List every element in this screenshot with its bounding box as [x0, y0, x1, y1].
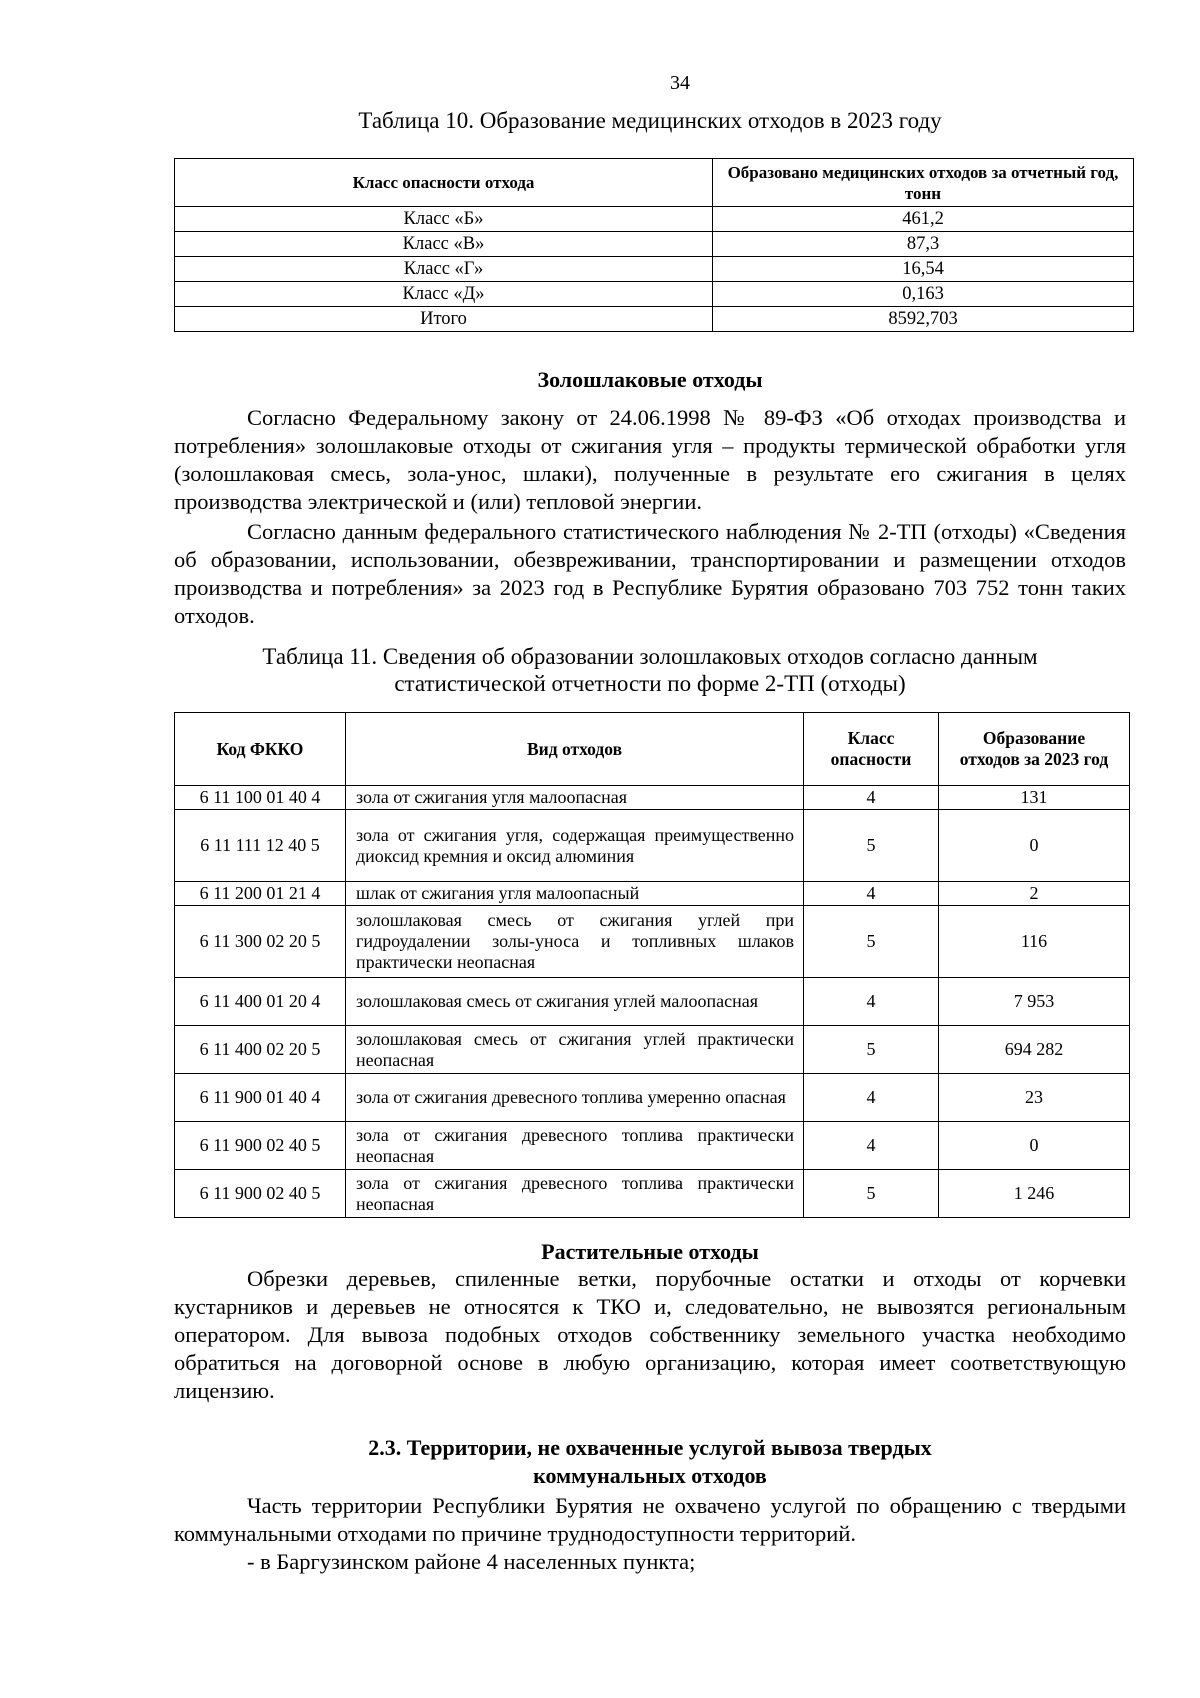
column-header: Образовано медицинских отходов за отчетный год, тонн: [713, 159, 1134, 207]
amount-cell: 1 246: [939, 1170, 1130, 1218]
table-10-caption: Таблица 10. Образование медицинских отходов в 2023 году: [358, 108, 942, 133]
paragraph: Согласно Федеральному закону от 24.06.1998 № 89-ФЗ «Об отходах производства и потребления» золошлаковые отходы от сжигания угля – продукты термической обработки угля (золошлаковая смесь, зола-унос, шлаки), полученные в результате его сжигания в целях производства электрической и (или) тепловой энергии.: [174, 405, 1126, 514]
list-item: - в Баргузинском районе 4 населенных пункта;: [247, 1549, 696, 1574]
table-row: [175, 207, 1134, 232]
table-row: [175, 906, 1130, 978]
table-row: [175, 1170, 1130, 1218]
amount-cell: 694 282: [939, 1026, 1130, 1074]
table-row: [175, 978, 1130, 1026]
waste-type-cell: золошлаковая смесь от сжигания углей при гидроудалении золы-уноса и топливных шлаков практически неопасная: [346, 906, 804, 978]
column-header: Класс опасности: [804, 713, 939, 786]
table-row: [175, 786, 1130, 810]
column-header: Класс опасности отхода: [175, 159, 713, 207]
medical-waste-table: [174, 158, 1134, 332]
fkko-code-cell: 6 11 900 02 40 5: [175, 1122, 346, 1170]
amount-cell: 23: [939, 1074, 1130, 1122]
paragraph: Согласно данным федерального статистического наблюдения № 2-ТП (отходы) «Сведения об образовании, использовании, обезвреживании, транспортировании и размещении отходов производства и потребления» за 2023 год в Республике Бурятия образовано 703 752 тонн таких отходов.: [174, 519, 1126, 628]
table-row: [175, 282, 1134, 307]
table-row: [175, 1122, 1130, 1170]
table-header-row: [175, 713, 1130, 786]
table-header-row: [175, 159, 1134, 207]
waste-type-cell: зола от сжигания древесного топлива практически неопасная: [346, 1170, 804, 1218]
column-header: Образование отходов за 2023 год: [939, 713, 1130, 786]
paragraph: Обрезки деревьев, спиленные ветки, порубочные остатки и отходы от корчевки кустарников и деревьев не относятся к ТКО и, следовательно, не вывозятся региональным оператором. Для вывоза подобных отходов собственнику земельного участка необходимо обратиться на договорной основе в любую организацию, которая имеет соответствующую лицензию.: [174, 1266, 1126, 1403]
hazard-class-cell: 4: [804, 1074, 939, 1122]
ash-waste-table: [174, 712, 1130, 1218]
section-title-ash: Золошлаковые отходы: [537, 367, 763, 392]
hazard-class-cell: 4: [804, 786, 939, 810]
amount-cell: 0: [939, 1122, 1130, 1170]
section-title-2-3-line2: коммунальных отходов: [533, 1463, 767, 1488]
amount-cell: 7 953: [939, 978, 1130, 1026]
waste-type-cell: зола от сжигания древесного топлива практически неопасная: [346, 1122, 804, 1170]
table-11-caption-line1: Таблица 11. Сведения об образовании золошлаковых отходов согласно данным: [262, 644, 1038, 669]
paragraph: Часть территории Республики Бурятия не охвачено услугой по обращению с твердыми коммунальными отходами по причине труднодоступности территорий.: [174, 1493, 1126, 1546]
hazard-class-cell: Класс «Г»: [175, 257, 713, 282]
table-row: [175, 1074, 1130, 1122]
fkko-code-cell: 6 11 900 02 40 5: [175, 1170, 346, 1218]
hazard-class-cell: Класс «Д»: [175, 282, 713, 307]
fkko-code-cell: 6 11 200 01 21 4: [175, 882, 346, 906]
waste-type-cell: золошлаковая смесь от сжигания углей практически неопасная: [346, 1026, 804, 1074]
amount-cell: 0: [939, 810, 1130, 882]
amount-cell: 0,163: [713, 282, 1134, 307]
fkko-code-cell: 6 11 111 12 40 5: [175, 810, 346, 882]
total-amount-cell: 8592,703: [713, 307, 1134, 332]
column-header: Код ФККО: [175, 713, 346, 786]
waste-type-cell: зола от сжигания древесного топлива умеренно опасная: [346, 1074, 804, 1122]
table-row: [175, 232, 1134, 257]
column-header: Вид отходов: [346, 713, 804, 786]
hazard-class-cell: Класс «Б»: [175, 207, 713, 232]
amount-cell: 2: [939, 882, 1130, 906]
section-title-2-3-line1: 2.3. Территории, не охваченные услугой вывоза твердых: [368, 1435, 932, 1460]
waste-type-cell: зола от сжигания угля малоопасная: [346, 786, 804, 810]
table-row: [175, 810, 1130, 882]
fkko-code-cell: 6 11 400 02 20 5: [175, 1026, 346, 1074]
hazard-class-cell: Класс «В»: [175, 232, 713, 257]
hazard-class-cell: 4: [804, 882, 939, 906]
hazard-class-cell: 5: [804, 1170, 939, 1218]
amount-cell: 87,3: [713, 232, 1134, 257]
waste-type-cell: золошлаковая смесь от сжигания углей малоопасная: [346, 978, 804, 1026]
page-number: 34: [670, 72, 690, 94]
table-row: [175, 882, 1130, 906]
total-label-cell: Итого: [175, 307, 713, 332]
amount-cell: 461,2: [713, 207, 1134, 232]
hazard-class-cell: 4: [804, 978, 939, 1026]
hazard-class-cell: 5: [804, 810, 939, 882]
hazard-class-cell: 5: [804, 1026, 939, 1074]
waste-type-cell: зола от сжигания угля, содержащая преимущественно диоксид кремния и оксид алюминия: [346, 810, 804, 882]
section-title-plant: Растительные отходы: [541, 1239, 759, 1264]
waste-type-cell: шлак от сжигания угля малоопасный: [346, 882, 804, 906]
amount-cell: 116: [939, 906, 1130, 978]
hazard-class-cell: 5: [804, 906, 939, 978]
fkko-code-cell: 6 11 400 01 20 4: [175, 978, 346, 1026]
fkko-code-cell: 6 11 900 01 40 4: [175, 1074, 346, 1122]
amount-cell: 131: [939, 786, 1130, 810]
fkko-code-cell: 6 11 100 01 40 4: [175, 786, 346, 810]
amount-cell: 16,54: [713, 257, 1134, 282]
table-total-row: [175, 307, 1134, 332]
table-row: [175, 257, 1134, 282]
table-row: [175, 1026, 1130, 1074]
fkko-code-cell: 6 11 300 02 20 5: [175, 906, 346, 978]
hazard-class-cell: 4: [804, 1122, 939, 1170]
table-11-caption-line2: статистической отчетности по форме 2-ТП (отходы): [394, 671, 906, 696]
